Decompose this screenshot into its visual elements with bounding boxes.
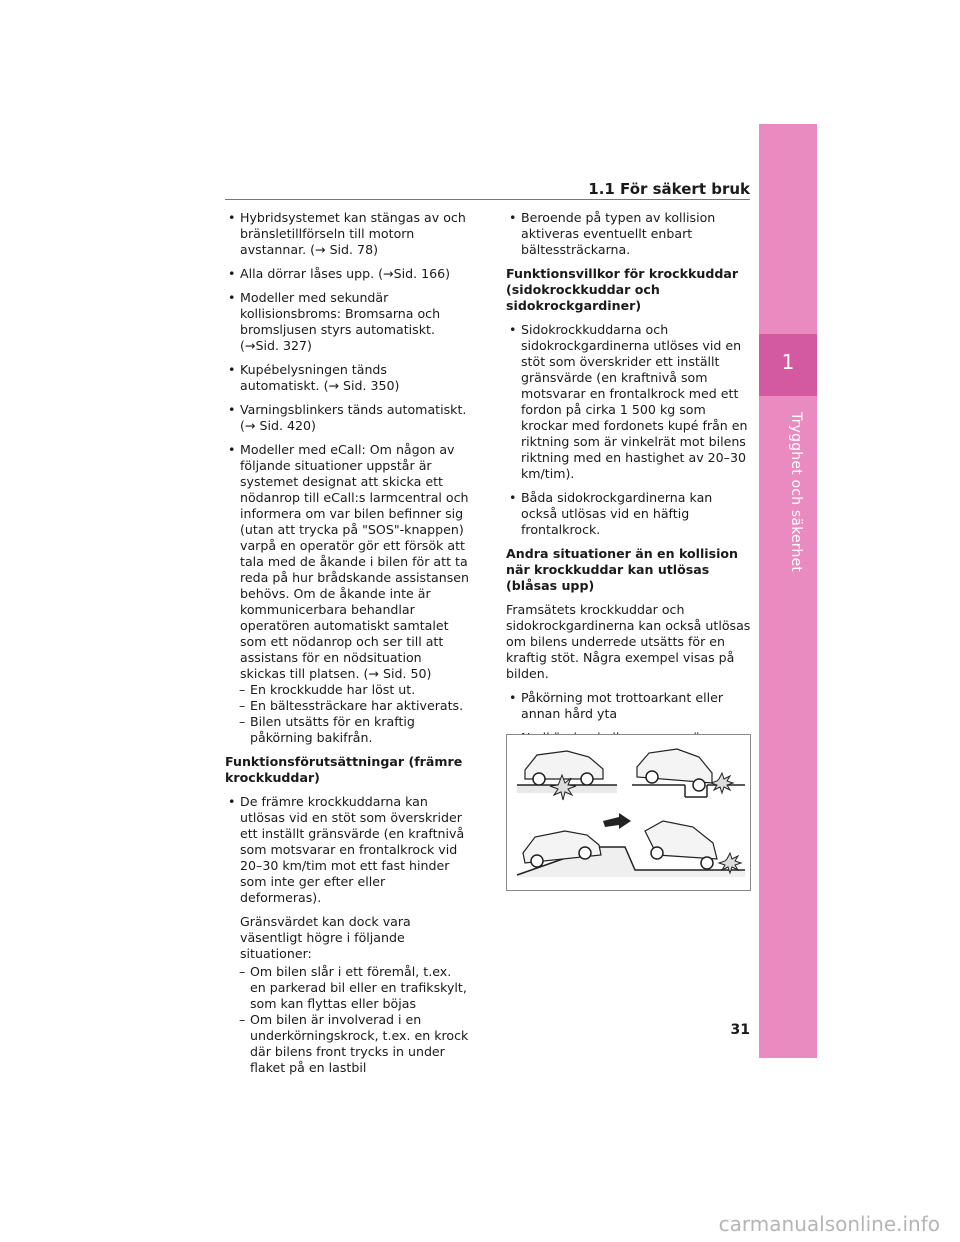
list-item: • Modeller med eCall: Om någon av följande situationer uppstår är systemet designat att skicka ett nödanrop till eCall:s larmcentral och informera om var bilen befinner sig (utan att trycka på "SOS"-knappen) varpå en operatör gör ett försök att tala med de åkande i bilen för att ta reda på hur brådskande assistansen behövs. Om de åkande inte är kommunicerbara behandlar operatören automatiskt samtalet som ett nödanrop och ser till att assistans för en nödsituation skickas till platsen. (→ Sid. 50): [225, 442, 470, 682]
collision-illustration: [506, 734, 751, 891]
list-item: • De främre krockkuddarna kan utlösas vid en stöt som överskrider ett inställt gränsvärde (en kraftnivå som motsvarar en frontalkrock vid 20–30 km/tim mot ett fast hinder som inte ger efter eller deformeras).: [225, 794, 470, 906]
collision-illustration-svg: [507, 735, 750, 890]
list-item: • Hybridsystemet kan stängas av och bränsletillförseln till motorn avstannar. (→ Sid. 78): [225, 210, 470, 258]
section-title: 1.1 För säkert bruk: [588, 180, 750, 198]
dash-item: – Om bilen slår i ett föremål, t.ex. en parkerad bil eller en trafikskylt, som kan flyttas eller böjas: [225, 964, 470, 1012]
impact-burst-icon: [719, 853, 741, 873]
header-divider: [225, 199, 750, 200]
dash-item: – Bilen utsätts för en kraftig påkörning bakifrån.: [225, 714, 470, 746]
right-column: [506, 210, 751, 794]
heading-front-airbags: Funktionsförutsättningar (främre krockkuddar): [225, 754, 463, 785]
list-item: • Kupébelysningen tänds automatiskt. (→ Sid. 350): [225, 362, 470, 394]
impact-burst-icon: [711, 773, 733, 793]
paragraph: Framsätets krockkuddar och sidokrockgardinerna kan också utlösas om bilens underrede utsätts för en kraftig stöt. Några exempel visas på bilden.: [506, 602, 751, 681]
car-hole-scene: [632, 749, 745, 797]
list-item: • Modeller med sekundär kollisionsbroms: Bromsarna och bromsljusen styrs automatiskt. (→Sid. 327): [225, 290, 470, 354]
list-item: • Påkörning mot trottoarkant eller annan hård yta: [506, 690, 751, 722]
car-curb-scene: [517, 751, 617, 800]
list-item: • Sidokrockkuddarna och sidokrockgardinerna utlöses vid en stöt som överskrider ett inställt gränsvärde (en kraftnivå som motsvarar en frontalkrock med ett fordon på cirka 1 500 kg som krockar med fordonets kupé från en riktning som är vinkelrät mot bilens riktning med en hastighet av 20–30 km/tim).: [506, 322, 751, 482]
car-landing-scene: [517, 813, 745, 877]
page-number: 31: [730, 1022, 750, 1038]
dash-item: – En bältessträckare har aktiverats.: [225, 698, 470, 714]
chapter-title: Trygghet och säkerhet: [788, 412, 804, 573]
dash-item: – En krockkudde har löst ut.: [225, 682, 470, 698]
left-column: [225, 210, 470, 1076]
arrow-right-icon: [603, 813, 631, 829]
list-item: • Båda sidokrockgardinerna kan också utlösas vid en häftig frontalkrock.: [506, 490, 751, 538]
list-item: • Varningsblinkers tänds automatiskt. (→ Sid. 420): [225, 402, 470, 434]
paragraph: Gränsvärdet kan dock vara väsentligt högre i följande situationer:: [240, 914, 411, 961]
chapter-number: 1: [781, 350, 795, 374]
list-item: • Beroende på typen av kollision aktiveras eventuellt enbart bältessträckarna.: [506, 210, 751, 258]
watermark: carmanualsonline.info: [718, 1212, 940, 1236]
heading-other-situations: Andra situationer än en kollision när krockkuddar kan utlösas (blåsas upp): [506, 546, 739, 593]
chapter-side-tab: [759, 124, 817, 1058]
dash-item: – Om bilen är involverad i en underkörningskrock, t.ex. en krock där bilens front trycks in under flaket på en lastbil: [225, 1012, 470, 1076]
list-item: • Alla dörrar låses upp. (→Sid. 166): [225, 266, 470, 282]
heading-side-airbags: Funktionsvillkor för krockkuddar (sidokrockkuddar och sidokrockgardiner): [506, 266, 739, 313]
